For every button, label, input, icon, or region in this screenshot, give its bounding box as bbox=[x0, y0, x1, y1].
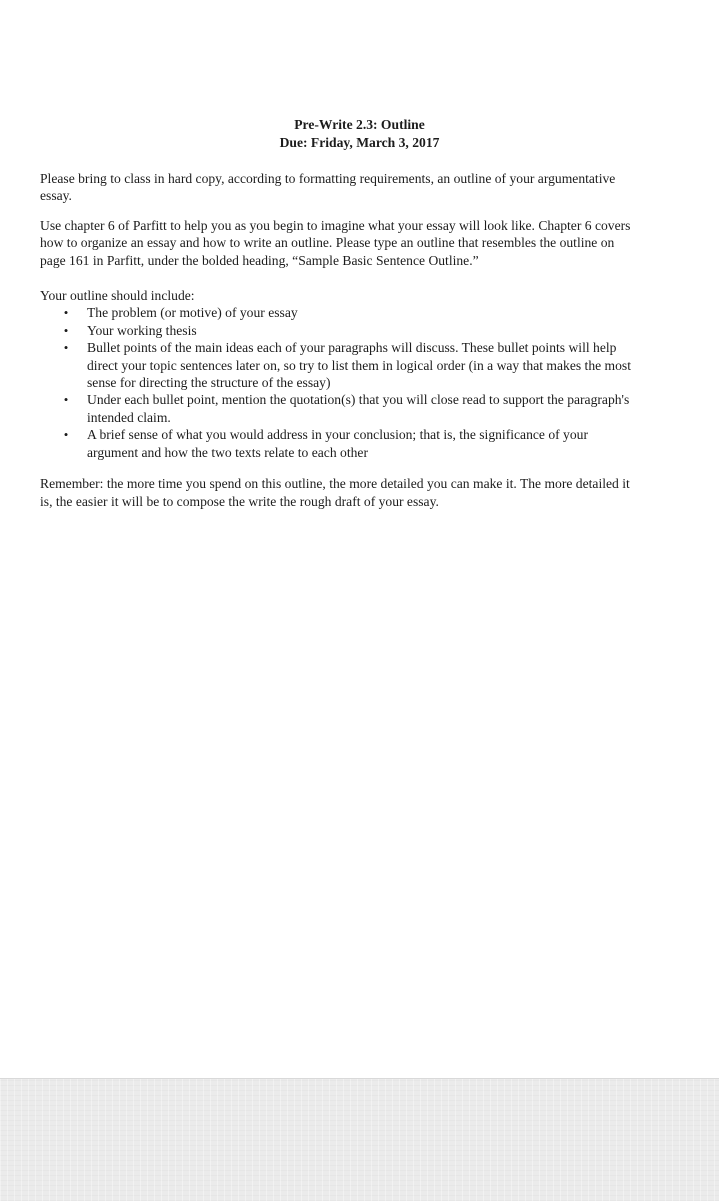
outline-requirements-list bbox=[40, 304, 640, 461]
list-item-text: Your working thesis bbox=[87, 322, 197, 338]
remember-paragraph: Remember: the more time you spend on this outline, the more detailed you can make it. The more detailed it is, the easier it will be to compose the write the rough draft of your essay. bbox=[40, 476, 630, 509]
list-item bbox=[40, 322, 640, 339]
page-background-texture bbox=[0, 1078, 719, 1201]
bullet-icon: • bbox=[63, 322, 69, 338]
list-item-text: The problem (or motive) of your essay bbox=[87, 305, 298, 321]
list-item-text: A brief sense of what you would address in your conclusion; that is, the significance of your argument and how the two texts relate to each other bbox=[87, 427, 588, 460]
chapter-paragraph: Use chapter 6 of Parfitt to help you as you begin to imagine what your essay will look like. Chapter 6 covers how to organize an essay and how to write an outline. Please type an outline that resembles the outline on page 161 in Parfitt, under the bolded heading, “Sample Basic Sentence Outline.” bbox=[40, 217, 631, 268]
bullet-icon: • bbox=[63, 392, 69, 408]
bullet-icon: • bbox=[63, 305, 69, 321]
intro-paragraph: Please bring to class in hard copy, according to formatting requirements, an outline of your argumentative essay. bbox=[40, 171, 616, 204]
outline-intro: Your outline should include: bbox=[40, 288, 195, 304]
list-item bbox=[40, 391, 640, 426]
list-item-text: Bullet points of the main ideas each of your paragraphs will discuss. These bullet points will help direct your topic sentences later on, so try to list them in logical order (in a way that makes the most sense for directing the structure of the essay) bbox=[87, 340, 631, 391]
bullet-icon: • bbox=[63, 427, 69, 443]
due-date: Due: Friday, March 3, 2017 bbox=[279, 135, 440, 150]
document-title: Pre-Write 2.3: Outline bbox=[294, 117, 425, 132]
list-item-text: Under each bullet point, mention the quotation(s) that you will close read to support the paragraph's intended claim. bbox=[87, 392, 630, 425]
document-body bbox=[40, 170, 640, 522]
list-item bbox=[40, 339, 640, 391]
list-item bbox=[40, 426, 640, 461]
document-header bbox=[0, 116, 719, 152]
bullet-icon: • bbox=[63, 340, 69, 356]
list-item bbox=[40, 304, 640, 321]
